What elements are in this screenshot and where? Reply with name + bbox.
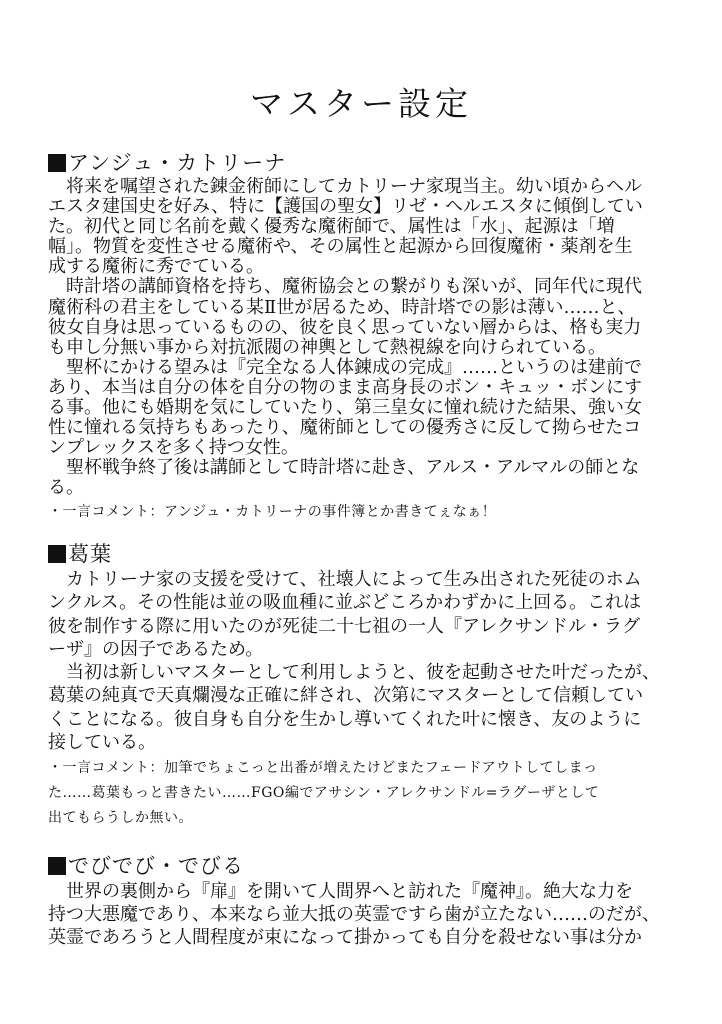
body-text-line: カトリーナ家の支援を受けて、社壊人によって生み出された死徒のホム: [48, 569, 642, 590]
body-text-line: 時計塔の講師資格を持ち、魔術協会との繋がりも深いが、同年代に現代: [48, 276, 642, 298]
body-text-line: ンプレックスを多く持つ女性。: [48, 437, 299, 459]
section-heading-text: 葛葉: [68, 542, 112, 566]
section-heading-text: でびでび・でびる: [68, 854, 244, 878]
comment-line: ・一言コメント：アンジュ・カトリーナの事件簿とか書きてぇなぁ！: [48, 503, 497, 520]
square-bullet-icon: [48, 857, 66, 875]
body-text-line: あり、本当は自分の体を自分の物のまま高身長のボン・キュッ・ボンにす: [48, 376, 642, 398]
body-text-line: 将来を嘱望された錬金術師にしてカトリーナ家現当主。幼い頃からヘル: [48, 176, 642, 197]
section-heading: [48, 853, 708, 880]
section-heading: [48, 541, 708, 568]
page-title: マスター設定: [250, 84, 472, 123]
body-text-line: 彼女自身は思っているものの、彼を良く思っていない層からは、格も実力: [48, 316, 642, 338]
body-text-line: 聖杯にかける望みは『完全なる人体錬成の完成』……というのは建前で: [48, 356, 642, 378]
body-text-line: ンクルス。その性能は並の吸血種に並ぶどころかわずかに上回る。これは: [48, 592, 642, 614]
body-text-line: 魔術科の君主をしている某Ⅱ世が居るため、時計塔での影は薄い……と、: [48, 296, 636, 318]
square-bullet-icon: [48, 154, 66, 172]
body-text-line: エスタ建国史を好み、特に【護国の聖女】リゼ・ヘルエスタに傾倒してい: [48, 196, 643, 218]
section-heading: [48, 150, 708, 177]
body-text-line: 幅」。物質を変性させる魔術や、その属性と起源から回復魔術・薬剤を生: [48, 236, 633, 258]
body-text-line: ーザ』の因子であるため。: [48, 638, 264, 660]
body-text-line: 世界の裏側から『扉』を開いて人間界へと訪れた『魔神』。絶大な力を: [48, 881, 633, 902]
body-text-line: も申し分無い事から対抗派閥の神輿として熱視線を向けられている。: [48, 336, 606, 358]
comment-line: た……葛葉もっと書きたい……FGO編でアサシン・アレクサンドル=ラグーザとして: [48, 785, 600, 802]
body-text-line: 葛葉の純真で天真爛漫な正確に絆され、次第にマスターとして信頼してい: [48, 685, 644, 707]
section-heading-text: アンジュ・カトリーナ: [68, 151, 287, 175]
body-text-line: 英霊であろうと人間程度が束になって掛かっても自分を殺せない事は分か: [48, 927, 642, 948]
comment-line: 出てもらうしか無い。: [48, 810, 193, 827]
body-text-line: 聖杯戦争終了後は講師として時計塔に赴き、アルス・アルマルの師とな: [48, 457, 640, 479]
body-text-line: くことになる。彼自身も自分を生かし導いてくれた叶に懐き、友のように: [48, 708, 642, 730]
body-text-line: 成する魔術に秀でている。: [48, 256, 264, 278]
body-text-line: る事。他にも婚期を気にしていたり、第三皇女に憧れ続けた結果、強い女: [48, 397, 642, 419]
body-text-line: 彼を制作する際に用いたのが死徒二十七祖の一人『アレクサンドル・ラグ: [48, 615, 641, 637]
section-kuzuha: [48, 541, 708, 831]
body-text-line: 当初は新しいマスターとして利用しようと、彼を起動させた叶だったが、: [48, 662, 660, 684]
comment-line: ・一言コメント：加筆でちょこっと出番が増えたけどまたフェードアウトしてしまっ: [48, 760, 598, 777]
section-anju: [48, 150, 708, 523]
body-text-line: た。初代と同じ名前を戴く優秀な魔術師で、属性は「水」、起源は「増: [48, 216, 615, 238]
body-text-line: 持つ大悪魔であり、本来なら並大抵の英霊ですら歯が立たない……のだが、: [48, 904, 660, 925]
body-text-line: る。: [48, 477, 84, 499]
section-debidebi: [48, 853, 708, 949]
body-text-line: 接している。: [48, 732, 156, 754]
body-text-line: 性に憧れる気持ちもあったり、魔術師としての優秀さに反して拗らせたコ: [48, 417, 642, 439]
square-bullet-icon: [48, 545, 66, 563]
